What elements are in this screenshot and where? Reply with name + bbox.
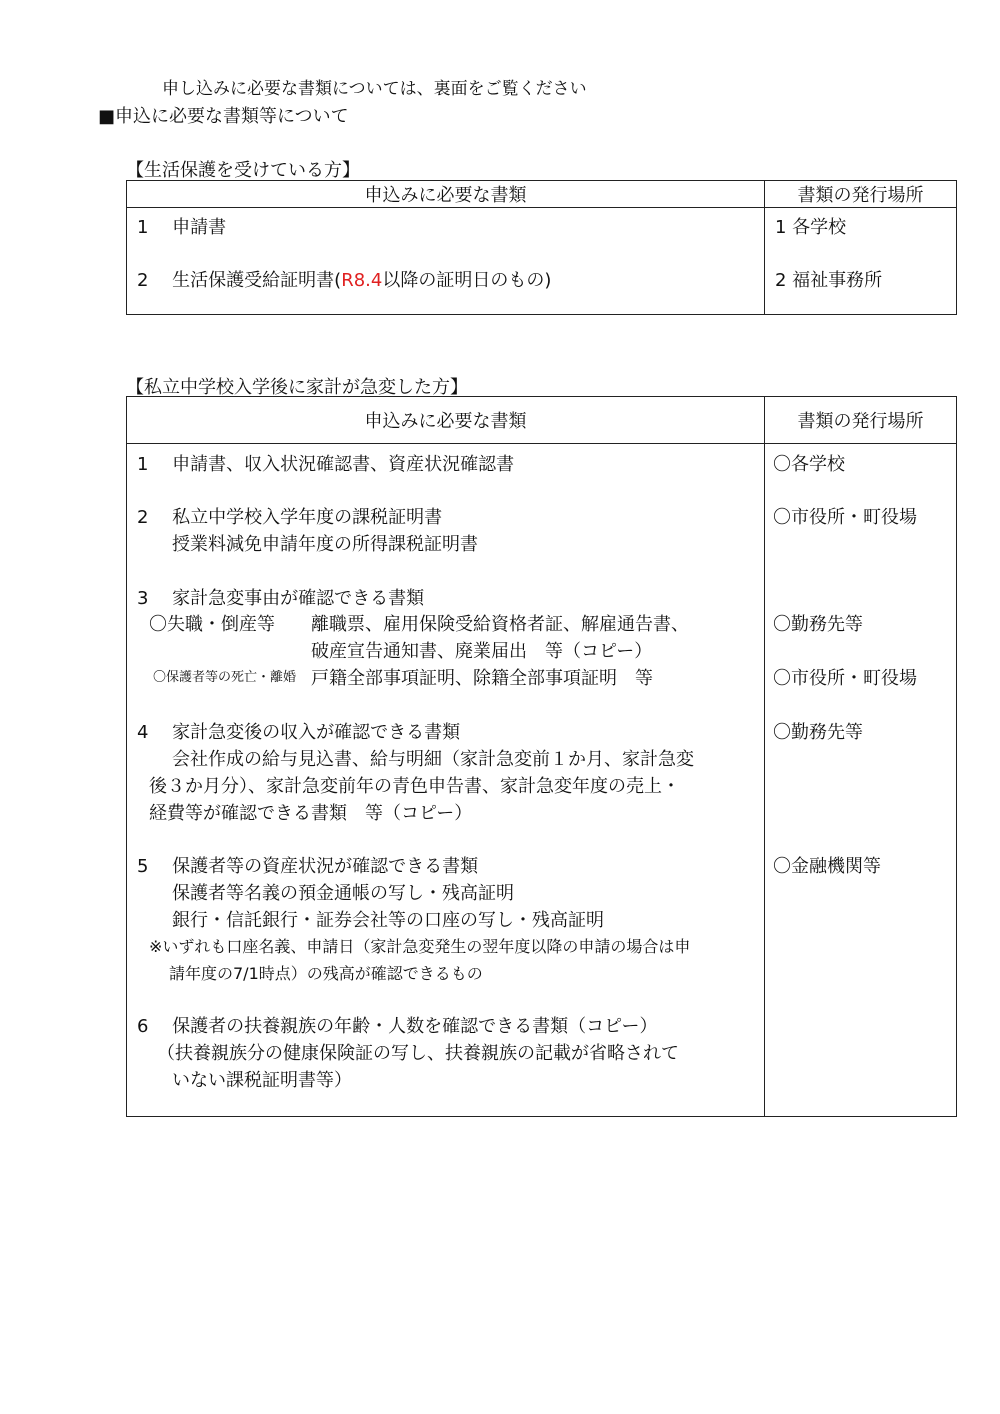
top-note: 申し込みに必要な書類については、裏面をご覧ください [162,79,587,99]
section2-docs-cell [127,444,765,1117]
section1-place1: 1 各学校 [775,217,847,238]
section1-caption: 【生活保護を受けている方】 [126,160,360,181]
section2-table [126,396,957,1117]
s2-item5-note1: ※いずれも口座名義、申請日（家計急変発生の翌年度以降の申請の場合は申 [149,937,691,956]
s2-item3-label-c: 〇保護者等の死亡・離婚 [153,670,297,685]
s2-item3-text-b: 破産宣告通知書、廃業届出 等（コピー） [311,641,653,662]
section1-item2-date: R8.4 [341,270,383,291]
s2-item6-a: （扶養親族分の健康保険証の写し、扶養親族の記載が省略されて [157,1043,679,1064]
section1-place-cell [765,208,957,315]
s2-item4: 4 家計急変後の収入が確認できる書類 [137,722,461,743]
s2-place2: 〇市役所・町役場 [773,507,917,528]
s2-item1: 1 申請書、収入状況確認書、資産状況確認書 [137,454,515,475]
s2-item6-b: いない課税証明書等） [172,1070,352,1091]
section1-table [126,180,957,315]
section1-col-place: 書類の発行場所 [765,181,957,208]
s2-item2-sub: 授業料減免申請年度の所得課税証明書 [172,534,478,555]
section2-caption: 【私立中学校入学後に家計が急変した方】 [126,377,468,398]
s2-item3-text-a: 離職票、雇用保険受給資格者証、解雇通告書、 [311,614,689,635]
s2-item5-note2: 請年度の7/1時点）の残高が確認できるもの [169,964,483,983]
section1-docs-cell [127,208,765,315]
page-heading: ■申込に必要な書類等について [98,106,349,127]
s2-place3c: 〇市役所・町役場 [773,668,917,689]
s2-item4-c: 経費等が確認できる書類 等（コピー） [149,803,473,824]
s2-item4-a: 会社作成の給与見込書、給与明細（家計急変前１か月、家計急変 [172,749,694,770]
section1-item2: 2 生活保護受給証明書(R8.4以降の証明日のもの) [137,270,552,291]
s2-item5-a: 保護者等名義の預金通帳の写し・残高証明 [172,883,514,904]
s2-place3a: 〇勤務先等 [773,614,863,635]
s2-item3: 3 家計急変事由が確認できる書類 [137,588,425,609]
section2-col-docs: 申込みに必要な書類 [127,397,765,444]
section2-place-cell [765,444,957,1117]
section1-place2: 2 福祉事務所 [775,270,883,291]
s2-place4: 〇勤務先等 [773,722,863,743]
s2-place1: 〇各学校 [773,454,845,475]
section1-col-docs: 申込みに必要な書類 [127,181,765,208]
section2-col-place: 書類の発行場所 [765,397,957,444]
section1-item1: 1 申請書 [137,217,227,238]
s2-item5: 5 保護者等の資産状況が確認できる書類 [137,856,479,877]
s2-item3-text-c: 戸籍全部事項証明、除籍全部事項証明 等 [311,668,653,689]
s2-item2: 2 私立中学校入学年度の課税証明書 [137,507,443,528]
s2-item6: 6 保護者の扶養親族の年齢・人数を確認できる書類（コピー） [137,1016,658,1037]
s2-place5: 〇金融機関等 [773,856,881,877]
s2-item5-b: 銀行・信託銀行・証券会社等の口座の写し・残高証明 [172,910,604,931]
s2-item4-b: 後３か月分）、家計急変前年の青色申告書、家計急変年度の売上・ [149,776,680,797]
s2-item3-label-a: 〇失職・倒産等 [149,614,275,635]
